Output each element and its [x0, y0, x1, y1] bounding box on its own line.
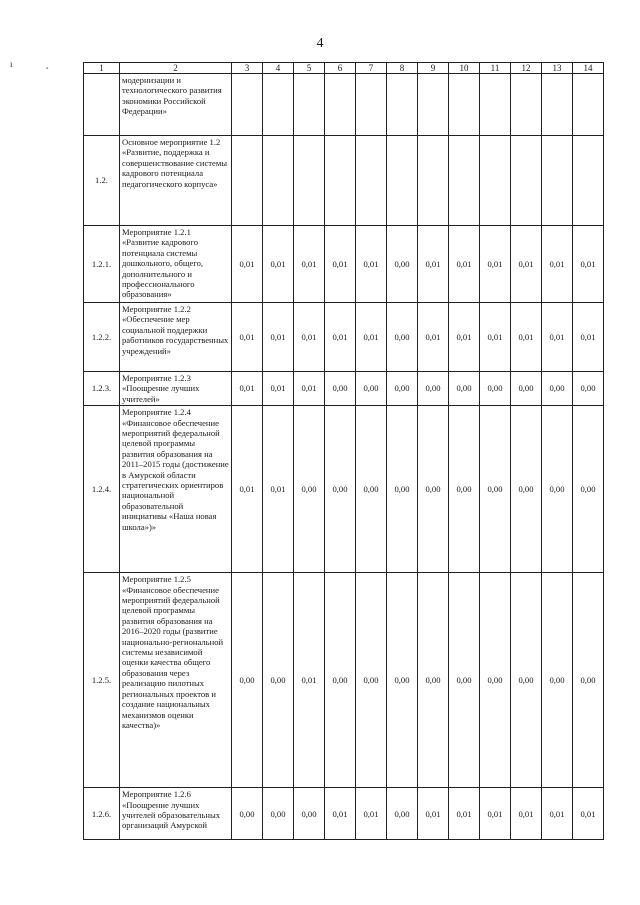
value-cell: 0,00	[573, 372, 604, 406]
value-cell: 0,01	[511, 303, 542, 372]
value-cell: 0,01	[356, 303, 387, 372]
value-cell	[387, 74, 418, 136]
value-cell: 0,00	[542, 372, 573, 406]
row-code: 1.2.3.	[84, 372, 120, 406]
table-body	[84, 63, 604, 840]
row-description: Мероприятие 1.2.6 «Поощрение лучших учителей образовательных организаций Амурской	[120, 788, 232, 840]
value-cell	[387, 136, 418, 226]
row-description: Мероприятие 1.2.1 «Развитие кадрового потенциала системы дошкольного, общего, дополнительного и профессионального образования»	[120, 226, 232, 303]
value-cell: 0,01	[573, 303, 604, 372]
value-cell: 0,00	[325, 372, 356, 406]
value-cell: 0,01	[325, 226, 356, 303]
value-cell: 0,00	[480, 406, 511, 573]
value-cell	[325, 136, 356, 226]
table-row	[84, 136, 604, 226]
value-cell: 0,00	[356, 573, 387, 788]
header-cell: 9	[418, 63, 449, 74]
value-cell	[263, 74, 294, 136]
header-cell: 2	[120, 63, 232, 74]
value-cell	[294, 74, 325, 136]
margin-mark-right: ˛	[46, 59, 49, 69]
value-cell	[232, 74, 263, 136]
value-cell: 0,01	[263, 406, 294, 573]
value-cell	[573, 74, 604, 136]
value-cell: 0,00	[387, 573, 418, 788]
value-cell: 0,00	[356, 372, 387, 406]
value-cell: 0,00	[356, 406, 387, 573]
value-cell: 0,00	[542, 573, 573, 788]
value-cell: 0,01	[232, 406, 263, 573]
value-cell	[232, 136, 263, 226]
row-code	[84, 74, 120, 136]
value-cell: 0,00	[387, 788, 418, 840]
header-cell: 12	[511, 63, 542, 74]
value-cell: 0,01	[232, 303, 263, 372]
value-cell: 0,01	[542, 226, 573, 303]
value-cell: 0,00	[418, 573, 449, 788]
value-cell: 0,00	[480, 372, 511, 406]
value-cell: 0,01	[325, 788, 356, 840]
value-cell	[449, 74, 480, 136]
value-cell: 0,01	[232, 226, 263, 303]
value-cell: 0,01	[449, 788, 480, 840]
margin-mark-left: ı	[10, 59, 13, 69]
value-cell: 0,01	[542, 303, 573, 372]
value-cell: 0,00	[294, 406, 325, 573]
data-table	[83, 62, 604, 840]
value-cell: 0,00	[263, 788, 294, 840]
header-cell: 14	[573, 63, 604, 74]
value-cell: 0,01	[418, 226, 449, 303]
value-cell	[511, 74, 542, 136]
value-cell	[325, 74, 356, 136]
row-code: 1.2.5.	[84, 573, 120, 788]
value-cell: 0,00	[449, 406, 480, 573]
value-cell: 0,01	[356, 788, 387, 840]
value-cell: 0,01	[418, 788, 449, 840]
value-cell	[511, 136, 542, 226]
page-number: 4	[316, 36, 324, 51]
row-description: Мероприятие 1.2.3 «Поощрение лучших учителей»	[120, 372, 232, 406]
value-cell: 0,01	[294, 372, 325, 406]
value-cell: 0,00	[480, 573, 511, 788]
value-cell: 0,01	[263, 372, 294, 406]
value-cell: 0,00	[573, 573, 604, 788]
header-cell: 10	[449, 63, 480, 74]
header-cell: 6	[325, 63, 356, 74]
value-cell	[480, 136, 511, 226]
value-cell	[356, 74, 387, 136]
row-description: Основное мероприятие 1.2 «Развитие, поддержка и совершенствование системы кадрового потенциала педагогического корпуса»	[120, 136, 232, 226]
table-row	[84, 74, 604, 136]
value-cell: 0,00	[387, 406, 418, 573]
value-cell: 0,00	[387, 303, 418, 372]
value-cell: 0,00	[294, 788, 325, 840]
table-row	[84, 303, 604, 372]
table-row	[84, 573, 604, 788]
value-cell: 0,00	[232, 573, 263, 788]
value-cell: 0,01	[511, 226, 542, 303]
table-row	[84, 788, 604, 840]
value-cell: 0,01	[480, 788, 511, 840]
value-cell: 0,01	[294, 573, 325, 788]
header-row	[84, 63, 604, 74]
header-cell: 5	[294, 63, 325, 74]
value-cell: 0,01	[263, 303, 294, 372]
value-cell: 0,01	[449, 303, 480, 372]
value-cell	[542, 74, 573, 136]
value-cell	[418, 74, 449, 136]
value-cell: 0,01	[480, 303, 511, 372]
value-cell: 0,00	[418, 372, 449, 406]
value-cell: 0,01	[449, 226, 480, 303]
value-cell: 0,01	[356, 226, 387, 303]
row-code: 1.2.1.	[84, 226, 120, 303]
value-cell: 0,00	[387, 226, 418, 303]
row-description: Мероприятие 1.2.5 «Финансовое обеспечение мероприятий федеральной целевой программы развития образования на 2016–2020 годы (развитие национально-региональной системы независимой оценки качества общего образования через реализацию пилотных региональных проектов и создание национальных механизмов оценки качества)»	[120, 573, 232, 788]
value-cell: 0,01	[542, 788, 573, 840]
header-cell: 11	[480, 63, 511, 74]
row-description: модернизации и технологического развития экономики Российской Федерации»	[120, 74, 232, 136]
value-cell: 0,00	[325, 406, 356, 573]
value-cell: 0,00	[542, 406, 573, 573]
table-row	[84, 372, 604, 406]
value-cell: 0,01	[573, 226, 604, 303]
header-cell: 4	[263, 63, 294, 74]
value-cell: 0,00	[511, 372, 542, 406]
value-cell: 0,00	[573, 406, 604, 573]
table-row	[84, 226, 604, 303]
value-cell: 0,00	[232, 788, 263, 840]
row-code: 1.2.2.	[84, 303, 120, 372]
row-description: Мероприятие 1.2.4 «Финансовое обеспечение мероприятий федеральной целевой программы развития образования на 2011–2015 годы (достижение в Амурской области стратегических ориентиров национальной образовательной инициативы «Наша новая школа»)»	[120, 406, 232, 573]
value-cell: 0,01	[232, 372, 263, 406]
row-code: 1.2.6.	[84, 788, 120, 840]
value-cell	[294, 136, 325, 226]
value-cell: 0,01	[263, 226, 294, 303]
value-cell	[542, 136, 573, 226]
row-code: 1.2.	[84, 136, 120, 226]
value-cell: 0,01	[480, 226, 511, 303]
value-cell: 0,00	[387, 372, 418, 406]
value-cell: 0,01	[573, 788, 604, 840]
value-cell: 0,00	[449, 573, 480, 788]
header-cell: 1	[84, 63, 120, 74]
row-code: 1.2.4.	[84, 406, 120, 573]
value-cell	[356, 136, 387, 226]
value-cell: 0,00	[418, 406, 449, 573]
value-cell: 0,00	[325, 573, 356, 788]
value-cell: 0,00	[263, 573, 294, 788]
value-cell: 0,01	[294, 303, 325, 372]
value-cell: 0,00	[511, 406, 542, 573]
header-cell: 3	[232, 63, 263, 74]
value-cell: 0,01	[294, 226, 325, 303]
header-cell: 8	[387, 63, 418, 74]
table-row	[84, 406, 604, 573]
value-cell: 0,01	[418, 303, 449, 372]
value-cell	[480, 74, 511, 136]
value-cell	[449, 136, 480, 226]
header-cell: 7	[356, 63, 387, 74]
row-description: Мероприятие 1.2.2 «Обеспечение мер социальной поддержки работников государственных учреждений»	[120, 303, 232, 372]
value-cell	[418, 136, 449, 226]
value-cell: 0,01	[325, 303, 356, 372]
value-cell: 0,01	[511, 788, 542, 840]
header-cell: 13	[542, 63, 573, 74]
value-cell: 0,00	[449, 372, 480, 406]
value-cell	[573, 136, 604, 226]
value-cell: 0,00	[511, 573, 542, 788]
value-cell	[263, 136, 294, 226]
